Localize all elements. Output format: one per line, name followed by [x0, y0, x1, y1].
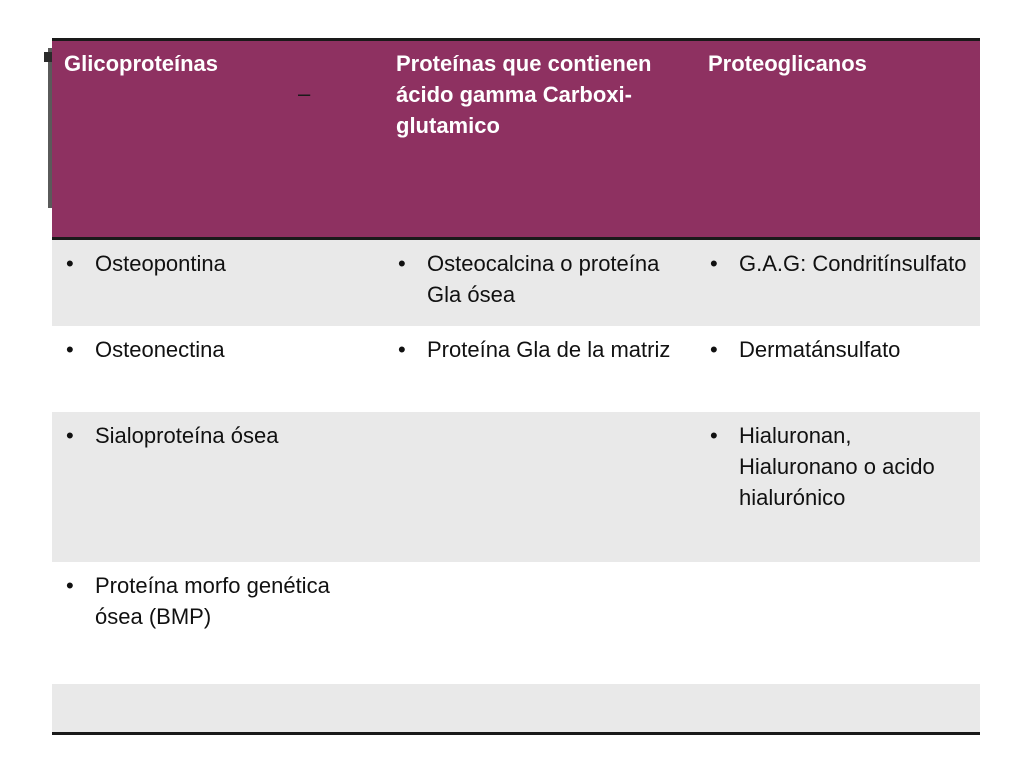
table-cell [696, 562, 980, 684]
table-cell [52, 412, 384, 562]
cell-text: Proteína morfo genética ósea (BMP) [95, 573, 330, 629]
bullet-mark: • [398, 337, 406, 362]
table-cell [384, 240, 696, 326]
bullet-mark: • [710, 337, 718, 362]
table-cell [52, 562, 384, 684]
bullet-mark: • [66, 573, 74, 598]
table-cell [384, 684, 696, 732]
table-row [52, 240, 980, 326]
cell-text: G.A.G: Condritínsulfato [739, 251, 967, 276]
table-cell [696, 326, 980, 412]
table-cell [52, 684, 384, 732]
table-cell [52, 240, 384, 326]
cell-text: Osteopontina [95, 251, 226, 276]
table-cell [696, 240, 980, 326]
protein-table [52, 38, 980, 735]
header-dash-mark: – [298, 81, 311, 106]
header-proteinas-gla: Proteínas que contienen ácido gamma Carboxi-glutamico [396, 51, 652, 138]
header-proteoglicanos: Proteoglicanos [708, 51, 867, 76]
cell-text: Proteína Gla de la matriz [427, 337, 671, 362]
table-cell [696, 412, 980, 562]
bullet-mark: • [710, 251, 718, 276]
cell-text: Dermatánsulfato [739, 337, 901, 362]
bullet-mark: • [66, 423, 74, 448]
cell-text: Sialoproteína ósea [95, 423, 279, 448]
accent-tick [44, 52, 52, 62]
table-cell [52, 326, 384, 412]
bullet-mark: • [398, 251, 406, 276]
table-row [52, 684, 980, 732]
cell-text: Osteocalcina o proteína Gla ósea [427, 251, 660, 307]
table-row [52, 412, 980, 562]
cell-text: Osteonectina [95, 337, 225, 362]
table-row [52, 326, 980, 412]
table-row [52, 562, 980, 684]
table-cell [384, 562, 696, 684]
table-cell [384, 326, 696, 412]
header-glicoproteinas: Glicoproteínas [64, 51, 219, 76]
table-cell [696, 684, 980, 732]
bullet-mark: • [66, 251, 74, 276]
bullet-mark: • [710, 423, 718, 448]
cell-text: Hialuronan, Hialuronano o acido hialurónico [739, 423, 935, 510]
table-cell [384, 412, 696, 562]
bullet-mark: • [66, 337, 74, 362]
table-header-row [52, 41, 980, 240]
